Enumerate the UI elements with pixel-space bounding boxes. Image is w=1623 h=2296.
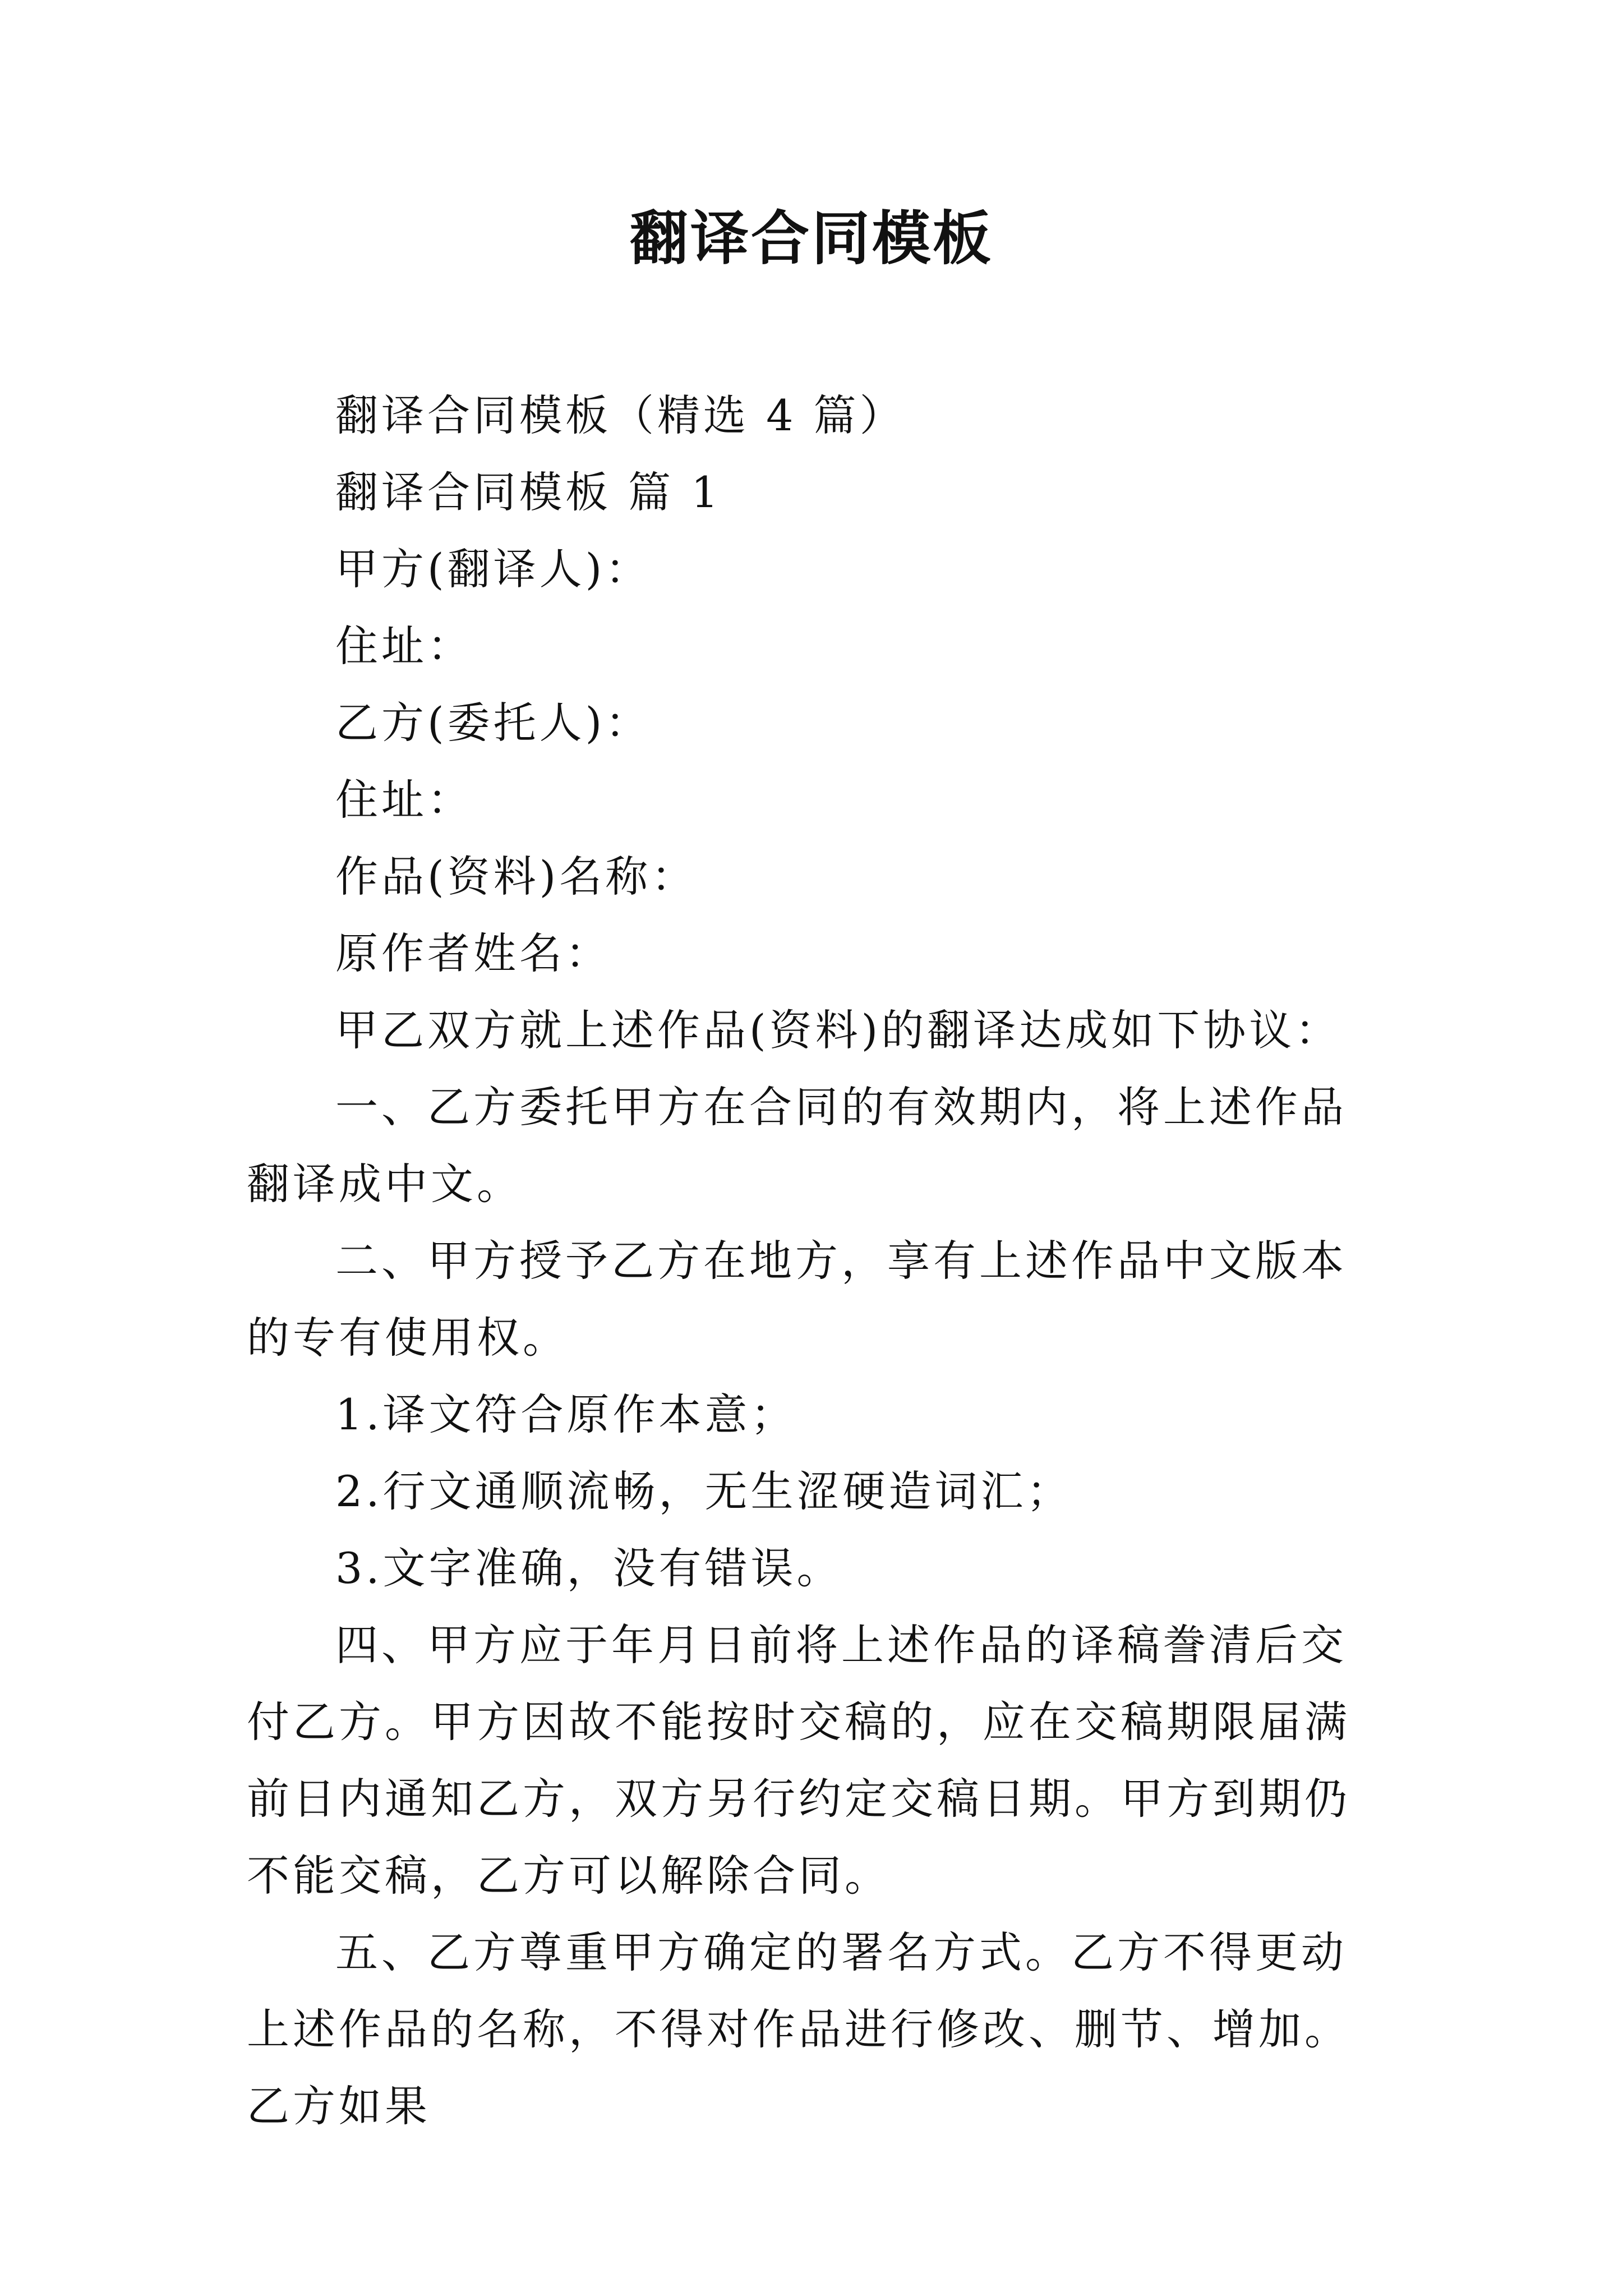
paragraph-clause-1: 一、乙方委托甲方在合同的有效期内，将上述作品翻译成中文。 [247,1082,1347,1209]
document-body [247,377,1374,2145]
paragraph-item-3: 3.文字准确，没有错误。 [335,1543,843,1593]
paragraph-clause-2: 二、甲方授予乙方在地方，享有上述作品中文版本的专有使用权。 [247,1236,1347,1363]
paragraph-item-2: 2.行文通顺流畅，无生涩硬造词汇； [335,1466,1073,1516]
paragraph-address-a: 住址： [335,621,473,671]
paragraph-address-b: 住址： [335,775,473,825]
paragraph-section-title: 翻译合同模板 篇 1 [335,467,722,517]
paragraph-heading: 翻译合同模板（精选 4 篇） [335,390,906,440]
paragraph-agreement-intro: 甲乙双方就上述作品(资料)的翻译达成如下协议： [335,1005,1341,1055]
paragraph-work-name: 作品(资料)名称： [335,852,698,901]
paragraph-clause-4: 四、甲方应于年月日前将上述作品的译稿誊清后交付乙方。甲方因故不能按时交稿的，应在交稿期限届满前日内通知乙方，双方另行约定交稿日期。甲方到期仍不能交稿，乙方可以解除合同。 [247,1620,1350,1901]
document-title: 翻译合同模板 [629,204,993,273]
paragraph-party-a: 甲方(翻译人)： [335,544,652,594]
paragraph-party-b: 乙方(委托人)： [335,698,652,748]
paragraph-item-1: 1.译文符合原作本意； [335,1389,797,1439]
paragraph-clause-5: 五、乙方尊重甲方确定的署名方式。乙方不得更动上述作品的名称，不得对作品进行修改、删节、增加。乙方如果 [247,1927,1350,2131]
paragraph-original-author: 原作者姓名： [335,928,611,978]
